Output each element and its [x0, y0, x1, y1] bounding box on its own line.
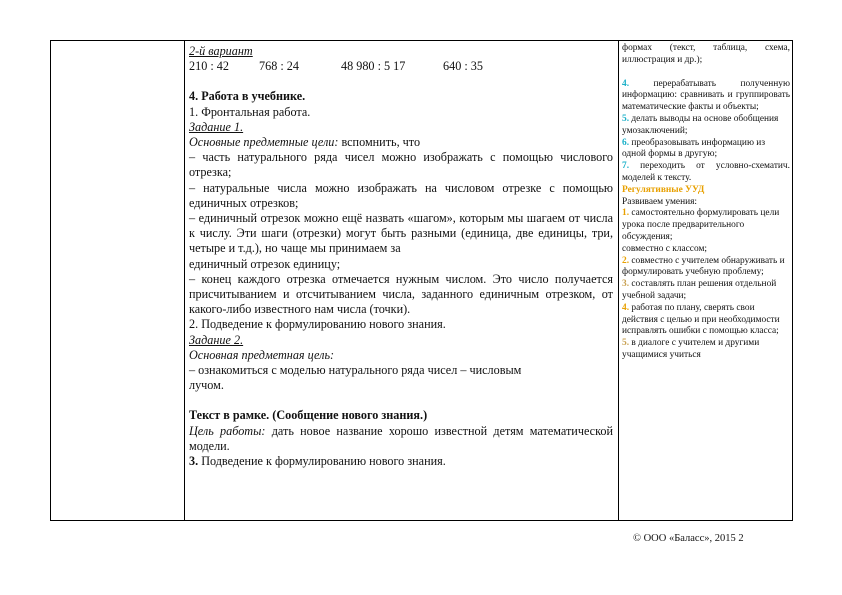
task-2-title: Задание 2.	[189, 332, 244, 347]
lesson-content-column: 2-й вариант 210 : 42 768 : 24 48 980 : 5 17 640 : 35 4. Работа в учебнике. 1. Фронтальная работа. Задание 1. Основные предметные цели: вспомнить, что – часть натурального ряда чисел можно изображать с помощью числового отрезка; – натуральные числа можно изображать на числовом отрезке с помощью единичных отрезков; – единичный отрезок можно ещё назвать «шагом», которым мы шагаем от числа к числу. Эти шаги (отрезки) могут быть разными (единица, две единицы, три, четыре и т.д.), но чаще мы принимаем за единичный отрезок единицу; – конец каждого отрезка отмечается нужным числом. Это число получается присчитыванием и отсчитыванием числа, заданного единичным отрезком, от какого-либо известного нам числа (точки). 2. Подведение к формулированию нового знания. Задание 2. Основная предметная цель: – ознакомиться с моделью натурального ряда чисел – числовым лучом. Текст в рамке. (Сообщение нового знания.) Цель работы: дать новое название хорошо известной детям математической модели. 3. Подведение к формулированию нового знания.	[189, 44, 613, 469]
copyright-footer: © ООО «Баласс», 2015 2	[633, 533, 744, 544]
lesson-table	[50, 40, 793, 521]
variant-title: 2-й вариант	[189, 44, 253, 58]
uud-column: формах (текст, таблица, схема, иллюстрация и др.); 4. перерабатывать полученную информацию: сравнивать и группировать математические факты и объекты; 5. делать выводы на основе обобщения умозаключений; 6. преобразовывать информацию из одной формы в другую; 7. переходить от условно-схематич. моделей к тексту. Регулятивные УУД Развиваем умения: 1. самостоятельно формулировать цели урока после предварительного обсуждения; совместно с классом; 2. совместно с учителем обнаруживать и формулировать учебную проблему; 3. составлять план решения отдельной учебной задачи; 4. работая по плану, сверять свои действия с целью и при необходимости исправлять ошибки с помощью класса; 5. в диалоге с учителем и другими учащимися учиться	[622, 43, 790, 360]
section-heading: 4. Работа в учебнике.	[189, 89, 306, 104]
regulatory-uud-title: Регулятивные УУД	[622, 184, 705, 195]
task-1-title: Задание 1.	[189, 119, 244, 134]
division-examples: 210 : 42 768 : 24 48 980 : 5 17 640 : 35	[189, 59, 483, 74]
column-divider-right	[618, 41, 619, 520]
column-divider-left	[184, 41, 185, 520]
frame-text-heading: Текст в рамке. (Сообщение нового знания.)	[189, 408, 428, 423]
